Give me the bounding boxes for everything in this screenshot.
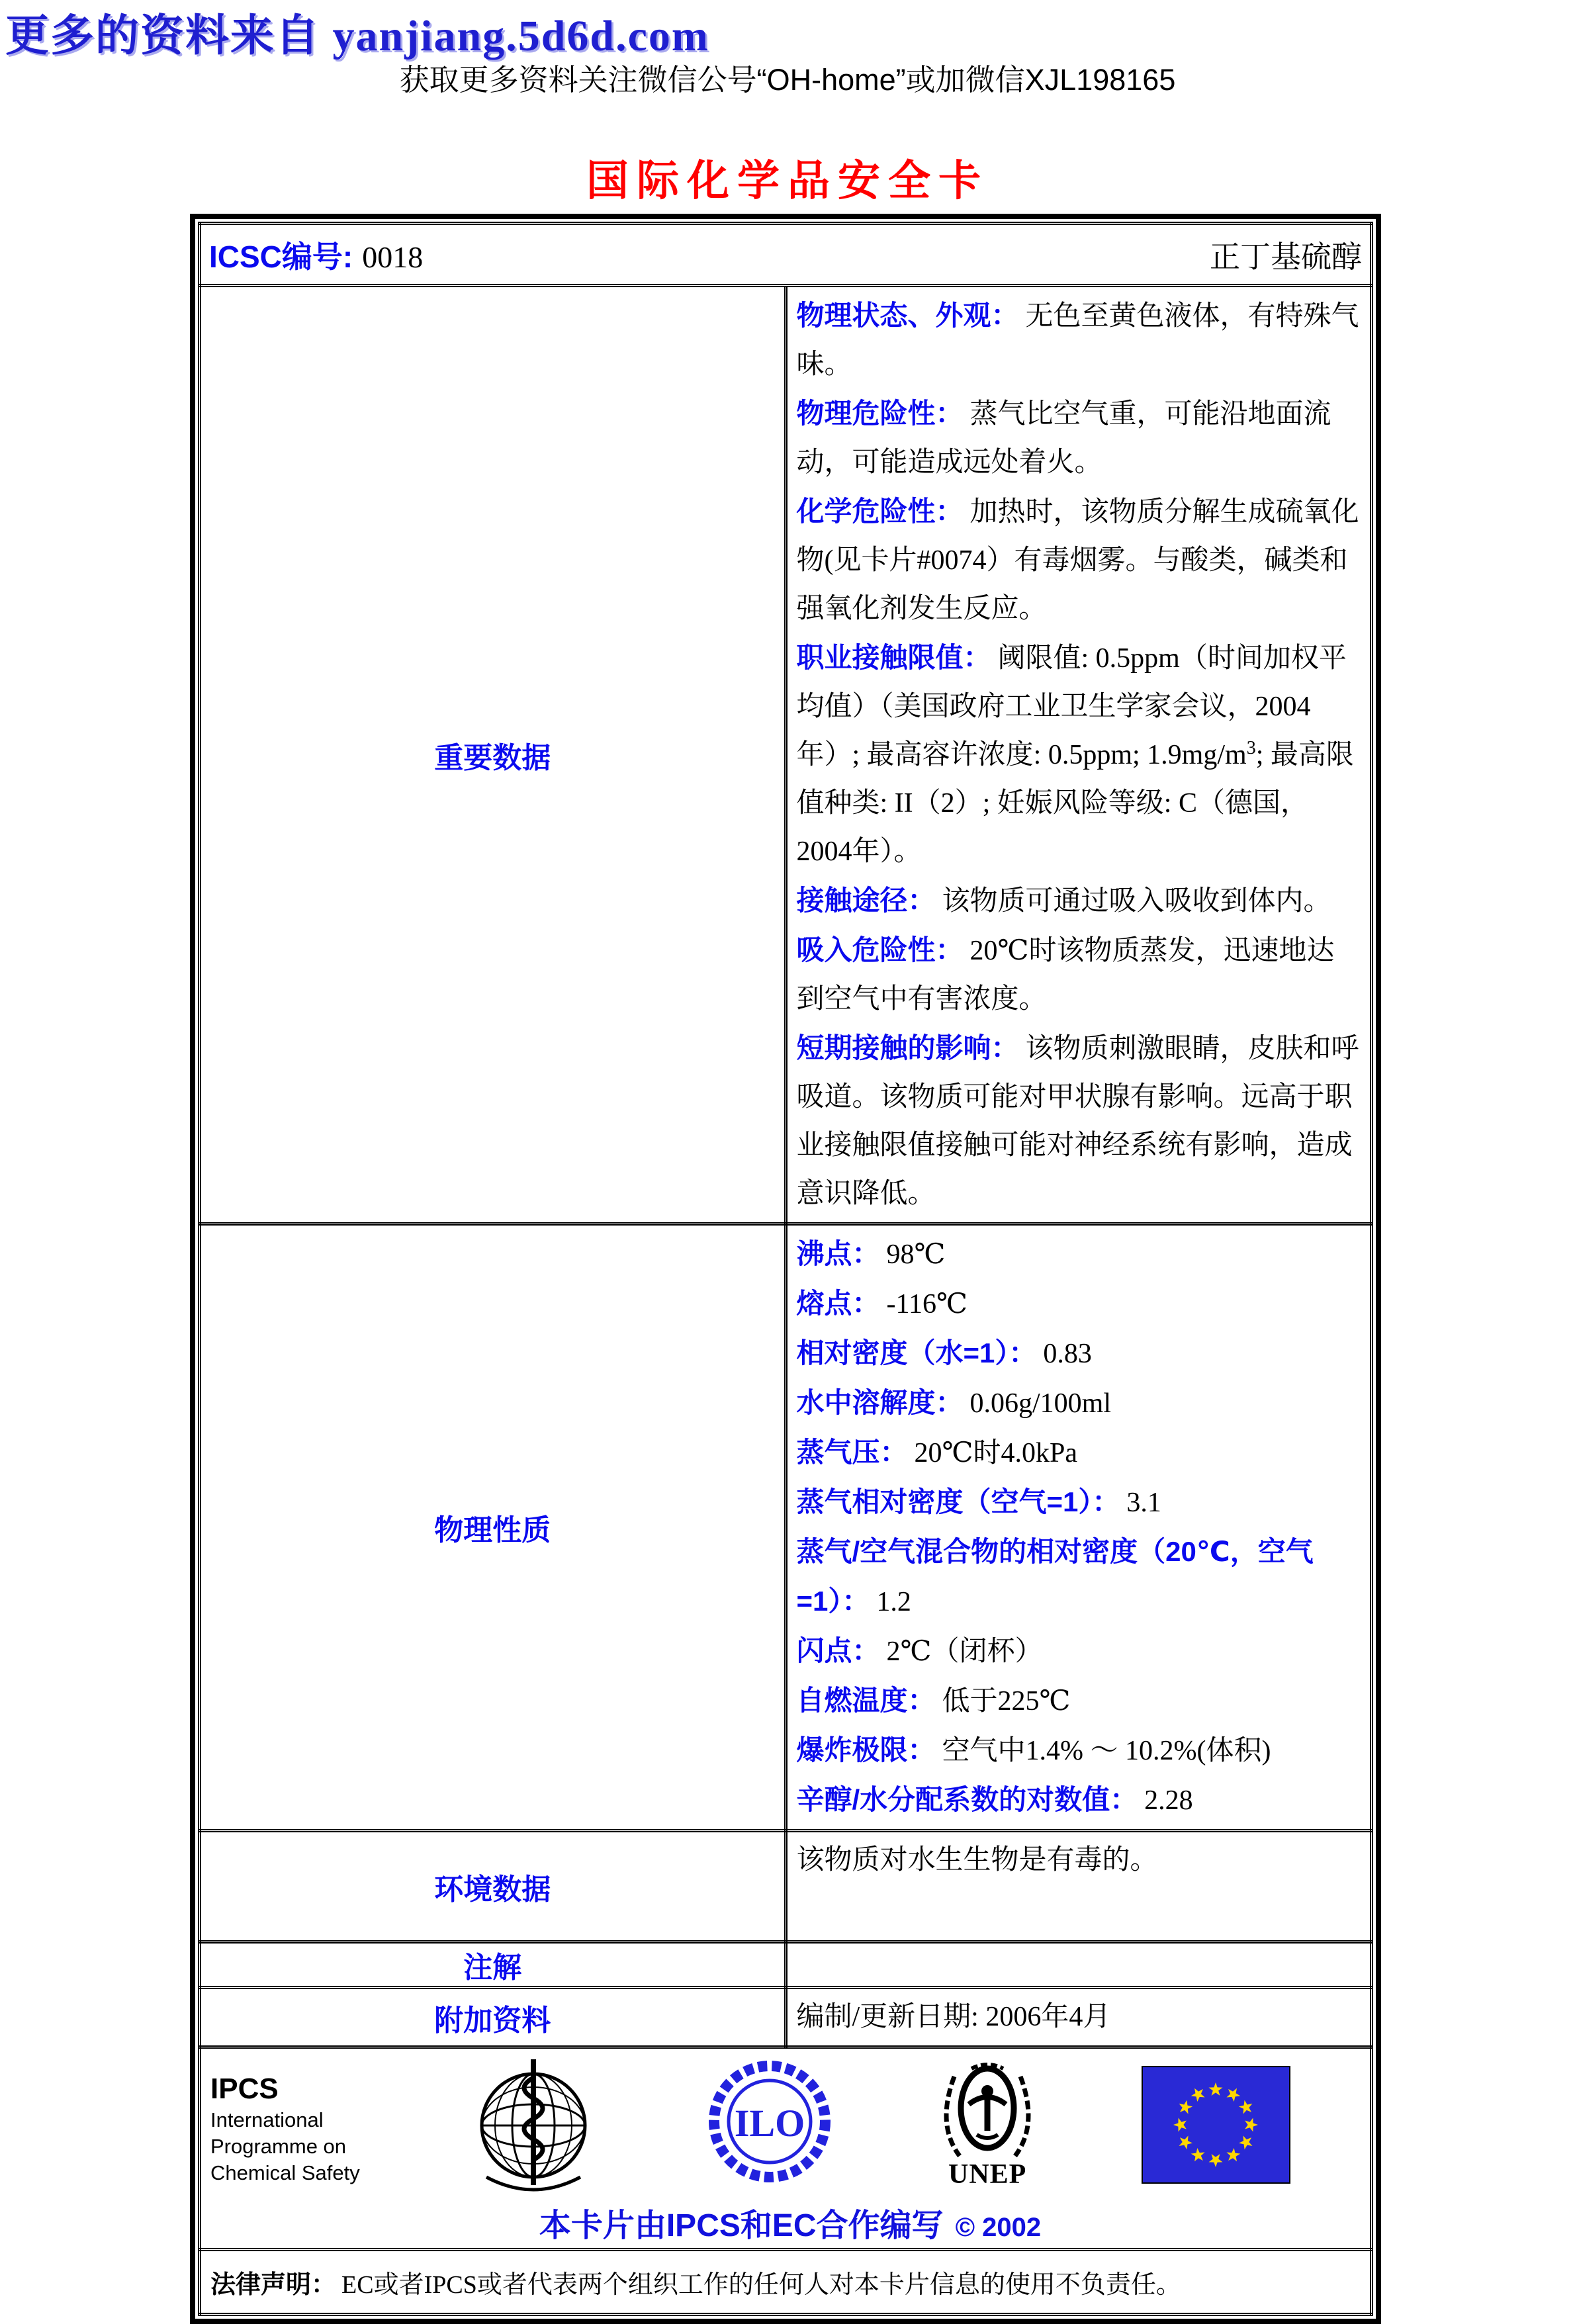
- physical-property: [797, 1775, 1360, 1825]
- physical-properties-row: [200, 1224, 1372, 1831]
- page-title: 国际化学品安全卡: [586, 157, 989, 204]
- cooperation-caption: [210, 2200, 1370, 2245]
- property-value: -116℃: [886, 1289, 968, 1319]
- important-data-row: [200, 286, 1372, 1224]
- physical-property: [797, 1726, 1360, 1775]
- property-label: 蒸气压：: [796, 1437, 908, 1468]
- field-value: 无色至黄色液体，有特殊气味。: [796, 301, 1359, 380]
- logos-row: [200, 2047, 1372, 2250]
- physical-property: [797, 1378, 1360, 1428]
- important-data-item: [797, 876, 1360, 926]
- property-value: 低于225℃: [942, 1686, 1071, 1717]
- notes-content: [786, 1942, 1372, 1988]
- card-header-flex: [209, 233, 1362, 277]
- important-data-item: [797, 926, 1360, 1024]
- legal-row: [200, 2250, 1372, 2315]
- wechat-promo-line: 获取更多资料关注微信公号“OH-home”或加微信XJL198165: [399, 63, 1176, 97]
- property-value: 3.1: [1126, 1488, 1161, 1518]
- superscript-exponent: 3: [1246, 738, 1256, 758]
- environmental-data-content: [786, 1831, 1372, 1942]
- property-value: 2℃（闭杯）: [886, 1636, 1043, 1667]
- property-label: 爆炸极限：: [796, 1734, 936, 1765]
- additional-info-row: [200, 1988, 1372, 2047]
- notes-row-label: 注解: [200, 1942, 786, 1988]
- substance-name: 正丁基硫醇: [1210, 240, 1362, 274]
- important-data-item: [797, 633, 1360, 876]
- environmental-data-row: [200, 1831, 1372, 1942]
- ipcs-acronym: IPCS: [210, 2073, 279, 2105]
- important-data-item: [797, 1024, 1360, 1218]
- property-label: 水中溶解度：: [796, 1387, 964, 1418]
- legal-label: 法律声明：: [210, 2271, 337, 2299]
- property-value: 空气中1.4% ～ 10.2%(体积): [942, 1736, 1271, 1766]
- legal-cell: [200, 2250, 1372, 2315]
- property-label: 熔点：: [796, 1288, 880, 1319]
- ipcs-line: Programme on: [210, 2135, 347, 2158]
- eu-flag-icon: [1142, 2058, 1290, 2184]
- physical-property: [797, 1229, 1360, 1279]
- environmental-data-text: 该物质对水生生物是有毒的。: [796, 1845, 1158, 1875]
- field-value: 阈限值: 0.5ppm（时间加权平均值）（美国政府工业卫生学家会议，2004年）; 最高容许浓度: 0.5ppm; 1.9mg/m: [796, 643, 1347, 770]
- environmental-data-row-label: 环境数据: [200, 1831, 786, 1942]
- update-date-text: 编制/更新日期: 2006年4月: [796, 2002, 1111, 2032]
- logos-cell: [200, 2047, 1372, 2250]
- physical-property: [797, 1627, 1360, 1676]
- field-value-cont: ; 最高限值种类: II（2）; 妊娠风险等级: C（德国，2004年）。: [796, 740, 1354, 867]
- physical-properties-content: [786, 1224, 1372, 1831]
- property-value: 2.28: [1144, 1785, 1193, 1816]
- property-label: 闪点：: [796, 1635, 880, 1666]
- legal-text: EC或者IPCS或者代表两个组织工作的任何人对本卡片信息的使用不负责任。: [341, 2271, 1181, 2299]
- physical-property: [797, 1478, 1360, 1527]
- safety-card: [190, 214, 1381, 2324]
- ilo-emblem-icon: [706, 2058, 833, 2185]
- notes-row: [200, 1942, 1372, 1988]
- field-label: 短期接触的影响：: [796, 1032, 1019, 1063]
- copyright-text: © 2002: [955, 2213, 1042, 2242]
- ipcs-line: International: [210, 2108, 324, 2131]
- physical-property: [797, 1279, 1360, 1329]
- unep-wordmark: UNEP: [948, 2159, 1027, 2190]
- field-value: 该物质刺激眼睛，皮肤和呼吸道。该物质可能对甲状腺有影响。远高于职业接触限值接触可能对神经系统有影响，造成意识降低。: [796, 1034, 1359, 1209]
- icsc-number-value: 0018: [362, 240, 424, 274]
- unep-emblem-icon: [934, 2058, 1040, 2190]
- physical-property: [797, 1329, 1360, 1378]
- who-emblem-icon: [461, 2058, 606, 2194]
- important-data-content: [786, 286, 1372, 1224]
- property-label: 相对密度（水=1）：: [796, 1337, 1037, 1368]
- field-label: 职业接触限值：: [796, 642, 991, 673]
- safety-card-table: [198, 222, 1373, 2316]
- card-header-row: [200, 224, 1372, 286]
- physical-properties-row-label: 物理性质: [200, 1224, 786, 1831]
- icsc-number-label: ICSC编号:: [209, 239, 353, 274]
- property-label: 自燃温度：: [796, 1685, 936, 1716]
- property-value: 0.83: [1043, 1339, 1092, 1369]
- physical-property: [797, 1428, 1360, 1478]
- property-value: 20℃时4.0kPa: [914, 1438, 1077, 1468]
- additional-info-content: [786, 1988, 1372, 2047]
- caption-text: 本卡片由IPCS和EC合作编写: [539, 2208, 944, 2243]
- logos-strip: [210, 2058, 1370, 2196]
- important-data-row-label: 重要数据: [200, 286, 786, 1224]
- card-header-cell: [200, 224, 1372, 286]
- additional-info-row-label: 附加资料: [200, 1988, 786, 2047]
- field-label: 吸入危险性：: [796, 934, 964, 965]
- site-header: 更多的资料来自 yanjiang.5d6d.com: [5, 12, 709, 60]
- property-label: 辛醇/水分配系数的对数值：: [796, 1784, 1138, 1815]
- field-value: 该物质可通过吸入吸收到体内。: [942, 886, 1331, 916]
- property-label: 蒸气/空气混合物的相对密度（20℃，空气=1）：: [796, 1536, 1314, 1617]
- property-label: 蒸气相对密度（空气=1）：: [796, 1486, 1120, 1517]
- ilo-letters: ILO: [735, 2102, 805, 2145]
- field-value: 加热时，该物质分解生成硫氧化物(见卡片#0074）有毒烟雾。与酸类，碱类和强氧化剂发生反应。: [796, 497, 1359, 624]
- ipcs-line: Chemical Safety: [210, 2161, 360, 2184]
- field-value: 20℃时该物质蒸发，迅速地达到空气中有害浓度。: [796, 936, 1335, 1014]
- physical-property: [797, 1676, 1360, 1726]
- property-value: 0.06g/100ml: [969, 1388, 1112, 1419]
- property-value: 1.2: [876, 1587, 911, 1617]
- important-data-item: [797, 291, 1360, 389]
- ipcs-text-block: [210, 2058, 360, 2186]
- property-label: 沸点：: [796, 1238, 880, 1269]
- important-data-item: [797, 389, 1360, 487]
- field-label: 物理危险性：: [796, 398, 964, 429]
- property-value: 98℃: [886, 1239, 946, 1270]
- field-value: 蒸气比空气重，可能沿地面流动，可能造成远处着火。: [796, 399, 1331, 478]
- field-label: 化学危险性：: [796, 496, 964, 527]
- important-data-item: [797, 487, 1360, 633]
- physical-property: [797, 1527, 1360, 1627]
- field-label: 接触途径：: [796, 885, 936, 916]
- icsc-number-group: [209, 233, 423, 277]
- field-label: 物理状态、外观：: [796, 300, 1019, 331]
